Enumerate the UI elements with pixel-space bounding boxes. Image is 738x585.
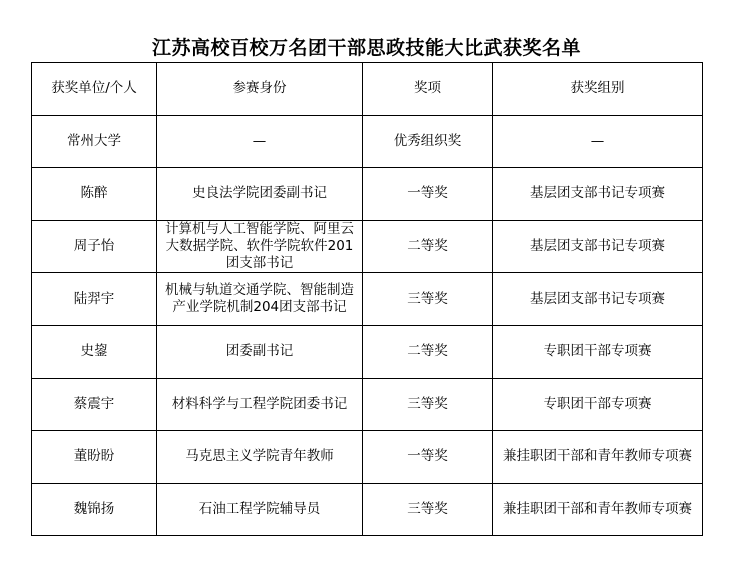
group-cell: 兼挂职团干部和青年教师专项赛 [493,483,703,536]
group-cell: 专职团干部专项赛 [493,325,703,378]
group-cell: 兼挂职团干部和青年教师专项赛 [493,431,703,484]
identity-cell: 史良法学院团委副书记 [157,168,363,221]
award-cell: 优秀组织奖 [363,115,493,168]
table-row [32,115,703,168]
table-row [32,431,703,484]
identity-cell: 机械与轨道交通学院、智能制造产业学院机制204团支部书记 [157,273,363,326]
identity-cell: 石油工程学院辅导员 [157,483,363,536]
group-cell: 基层团支部书记专项赛 [493,273,703,326]
table-row [32,273,703,326]
award-cell: 三等奖 [363,273,493,326]
table-row [32,220,703,273]
identity-cell: 材料科学与工程学院团委书记 [157,378,363,431]
award-cell: 一等奖 [363,431,493,484]
winner-cell: 陈醉 [32,168,157,221]
group-cell: — [493,115,703,168]
winner-cell: 陆羿宇 [32,273,157,326]
winner-cell: 董盼盼 [32,431,157,484]
group-cell: 专职团干部专项赛 [493,378,703,431]
header-group: 获奖组别 [493,63,703,116]
award-cell: 一等奖 [363,168,493,221]
header-identity: 参赛身份 [157,63,363,116]
identity-cell: 团委副书记 [157,325,363,378]
award-cell: 二等奖 [363,325,493,378]
award-cell: 二等奖 [363,220,493,273]
award-cell: 三等奖 [363,483,493,536]
awards-table [31,62,703,536]
header-award: 奖项 [363,63,493,116]
table-row [32,378,703,431]
table-header-row [32,63,703,116]
table-row [32,483,703,536]
identity-cell: 计算机与人工智能学院、阿里云大数据学院、软件学院软件201团支部书记 [157,220,363,273]
header-winner: 获奖单位/个人 [32,63,157,116]
winner-cell: 蔡震宇 [32,378,157,431]
group-cell: 基层团支部书记专项赛 [493,168,703,221]
group-cell: 基层团支部书记专项赛 [493,220,703,273]
identity-cell: — [157,115,363,168]
winner-cell: 史鋆 [32,325,157,378]
winner-cell: 魏锦扬 [32,483,157,536]
identity-cell: 马克思主义学院青年教师 [157,431,363,484]
winner-cell: 常州大学 [32,115,157,168]
table-row [32,168,703,221]
award-cell: 三等奖 [363,378,493,431]
table-row [32,325,703,378]
page-title: 江苏高校百校万名团干部思政技能大比武获奖名单 [151,37,581,59]
winner-cell: 周子怡 [32,220,157,273]
